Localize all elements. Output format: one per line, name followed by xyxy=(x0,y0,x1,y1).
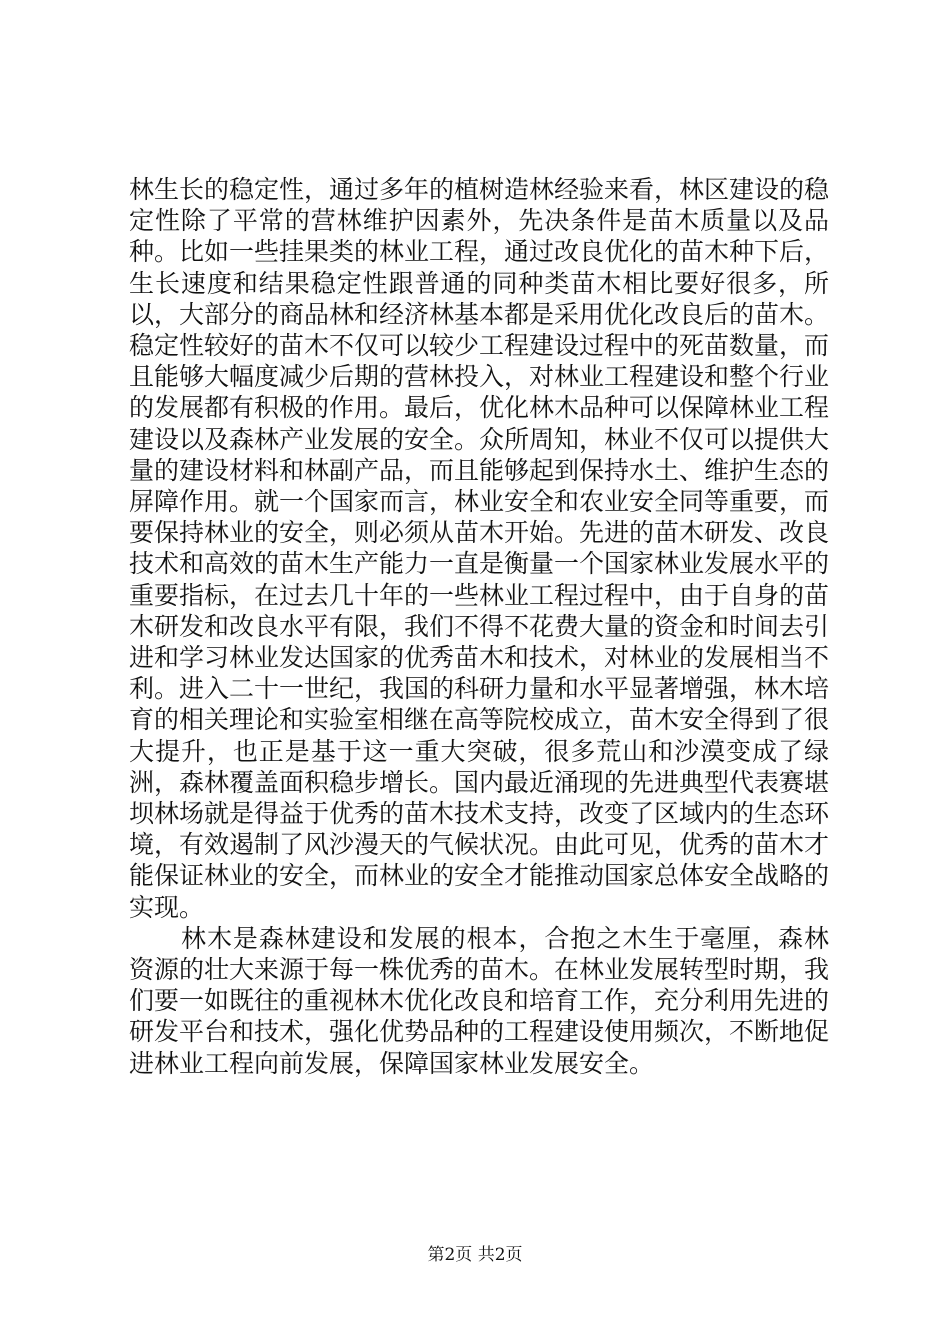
paragraph-continued: 林生长的稳定性，通过多年的植树造林经验来看，林区建设的稳定性除了平常的营林维护因素外，先决条件是苗木质量以及品种。比如一些挂果类的林业工程，通过改良优化的苗木种下后，生长速度和结果稳定性跟普通的同种类苗木相比要好很多，所以，大部分的商品林和经济林基本都是采用优化改良后的苗木。稳定性较好的苗木不仅可以较少工程建设过程中的死苗数量，而且能够大幅度减少后期的营林投入，对林业工程建设和整个行业的发展都有积极的作用。最后，优化林木品种可以保障林业工程建设以及森林产业发展的安全。众所周知，林业不仅可以提供大量的建设材料和林副产品，而且能够起到保持水土、维护生态的屏障作用。就一个国家而言，林业安全和农业安全同等重要，而要保持林业的安全，则必须从苗木开始。先进的苗木研发、改良技术和高效的苗木生产能力一直是衡量一个国家林业发展水平的重要指标，在过去几十年的一些林业工程过程中，由于自身的苗木研发和改良水平有限，我们不得不花费大量的资金和时间去引进和学习林业发达国家的优秀苗木和技术，对林业的发展相当不利。进入二十一世纪，我国的科研力量和水平显著增强，林木培育的相关理论和实验室相继在高等院校成立，苗木安全得到了很大提升，也正是基于这一重大突破，很多荒山和沙漠变成了绿洲，森林覆盖面积稳步增长。国内最近涌现的先进典型代表赛堪坝林场就是得益于优秀的苗木技术支持，改变了区域内的生态环境，有效遏制了风沙漫天的气候状况。由此可见，优秀的苗木才能保证林业的安全，而林业的安全才能推动国家总体安全战略的实现。 xyxy=(129,175,830,922)
paragraph-conclusion: 林木是森林建设和发展的根本，合抱之木生于毫厘，森林资源的壮大来源于每一株优秀的苗木。在林业发展转型时期，我们要一如既往的重视林木优化改良和培育工作，充分利用先进的研发平台和技术，强化优势品种的工程建设使用频次，不断地促进林业工程向前发展，保障国家林业发展安全。 xyxy=(129,923,830,1078)
document-body xyxy=(129,174,829,1079)
page-number-footer: 第2页 共2页 xyxy=(427,1245,523,1265)
